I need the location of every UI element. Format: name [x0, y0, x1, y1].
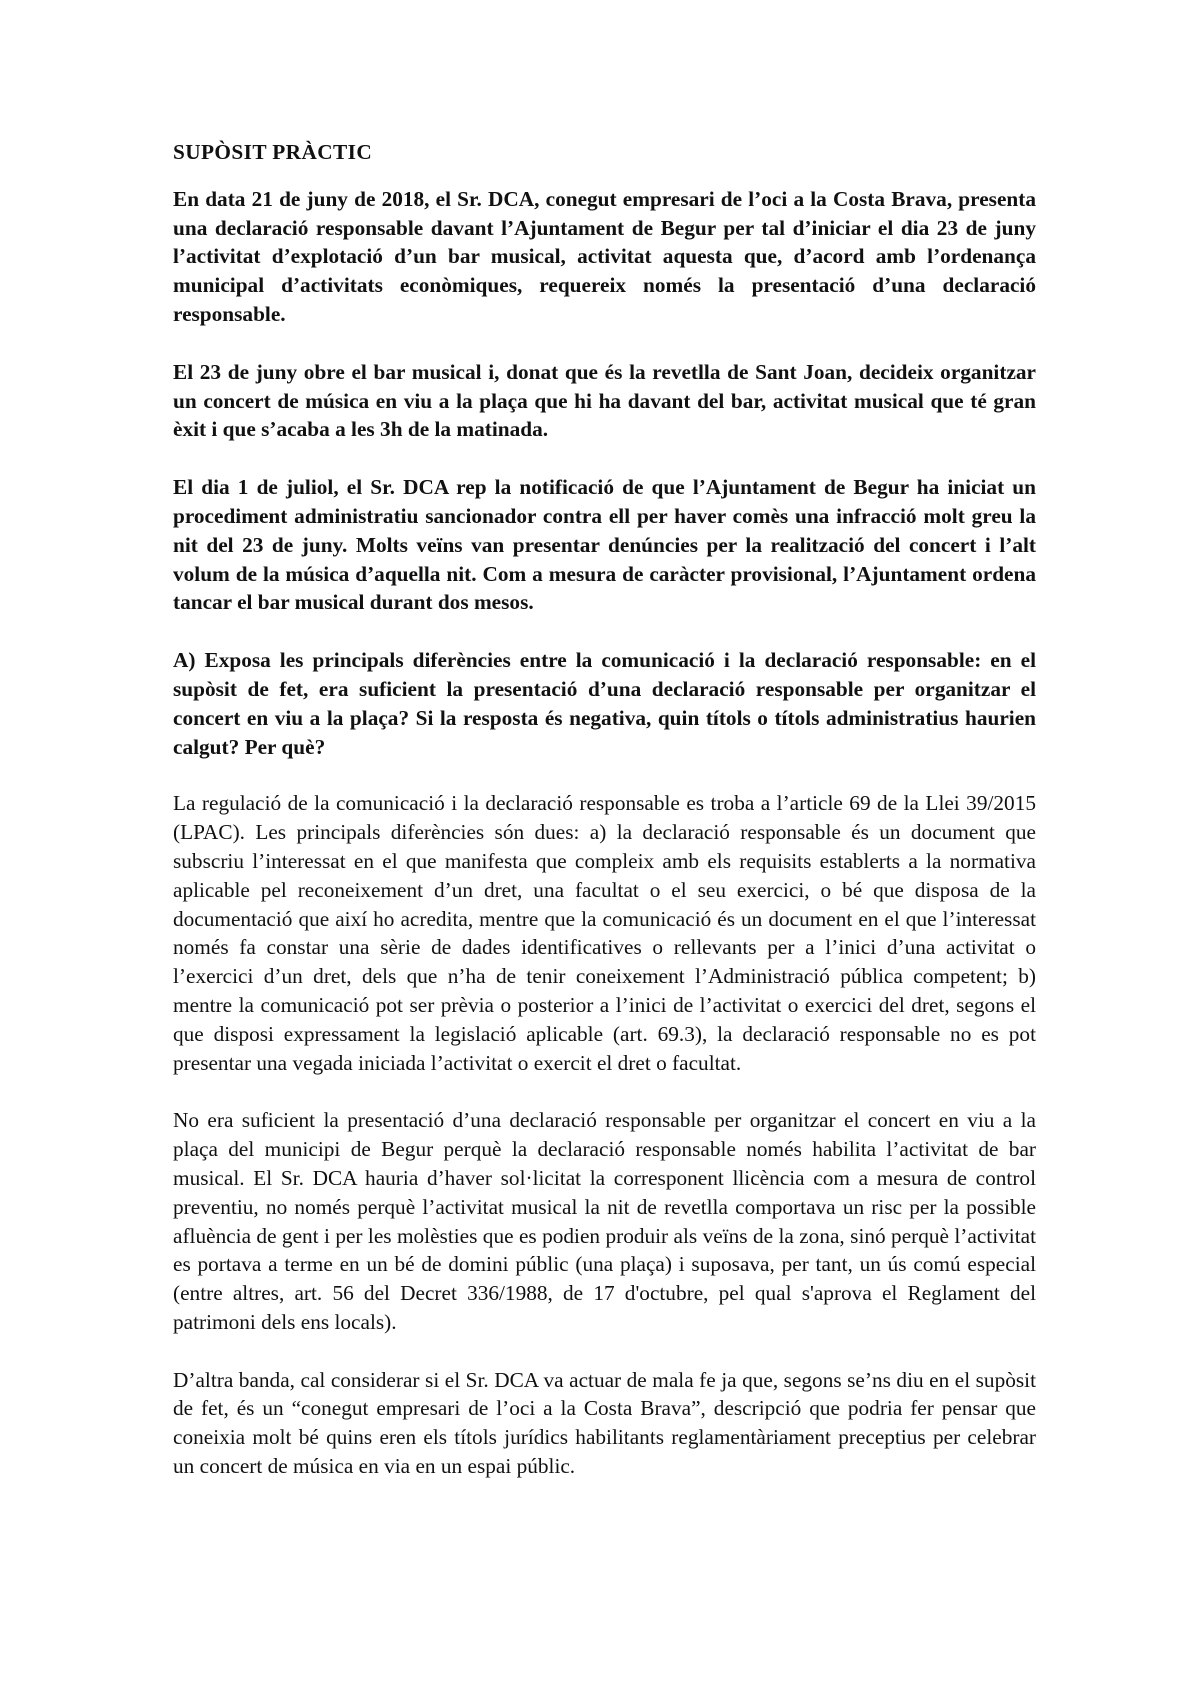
document-body	[173, 138, 1036, 1510]
answer-paragraph-3: D’altra banda, cal considerar si el Sr. DCA va actuar de mala fe ja que, segons se’ns diu en el supòsit de fet, és un “conegut empresari de l’oci a la Costa Brava”, descripció que podria fer pensar que coneixia molt bé quins eren els títols jurídics habilitants reglamentàriament preceptius per celebrar un concert de música en via en un espai públic.	[173, 1367, 1036, 1479]
fact-paragraph-1: En data 21 de juny de 2018, el Sr. DCA, conegut empresari de l’oci a la Costa Brava, presenta una declaració responsable davant l’Ajuntament de Begur per tal d’iniciar el dia 23 de juny l’activitat d’explotació d’un bar musical, activitat aquesta que, d’acord amb l’ordenança municipal d’activitats econòmiques, requereix només la presentació d’una declaració responsable.	[173, 186, 1036, 326]
answer-paragraph-2: No era suficient la presentació d’una declaració responsable per organitzar el concert en viu a la plaça del municipi de Begur perquè la declaració responsable només habilita l’activitat de bar musical. El Sr. DCA hauria d’haver sol·licitat la corresponent llicència com a mesura de control preventiu, no només perquè l’activitat musical la nit de revetlla comportava un risc per la possible afluència de gent i per les molèsties que es podien produir als veïns de la zona, sinó perquè l’activitat es portava a terme en un bé de domini públic (una plaça) i suposava, per tant, un ús comú especial (entre altres, art. 56 del Decret 336/1988, de 17 d'octubre, pel qual s'aprova el Reglament del patrimoni dels ens locals).	[173, 1108, 1036, 1334]
answer-paragraph-1: La regulació de la comunicació i la declaració responsable es troba a l’article 69 de la Llei 39/2015 (LPAC). Les principals diferències són dues: a) la declaració responsable és un document que subscriu l’interessat en el que manifesta que compleix amb els requisits establerts a la normativa aplicable pel reconeixement d’un dret, una facultat o el seu exercici, o bé que disposa de la documentació que així ho acredita, mentre que la comunicació és un document en el que l’interessat només fa constar una sèrie de dades identificatives o rellevants per a l’inici d’una activitat o l’exercici d’un dret, dels que n’ha de tenir coneixement l’Administració pública competent; b) mentre la comunicació pot ser prèvia o posterior a l’inici de l’activitat o exercici del dret, segons el que disposi expressament la legislació aplicable (art. 69.3), la declaració responsable no es pot presentar una vegada iniciada l’activitat o exercit el dret o facultat.	[173, 791, 1036, 1075]
document-title: SUPÒSIT PRÀCTIC	[173, 140, 373, 164]
fact-paragraph-2: El 23 de juny obre el bar musical i, donat que és la revetlla de Sant Joan, decideix organitzar un concert de música en viu a la plaça que hi ha davant del bar, activitat musical que té gran èxit i que s’acaba a les 3h de la matinada.	[173, 359, 1036, 442]
question-paragraph: A) Exposa les principals diferències entre la comunicació i la declaració responsable: en el supòsit de fet, era suficient la presentació d’una declaració responsable per organitzar el concert en viu a la plaça? Si la resposta és negativa, quin títols o títols administratius haurien calgut? Per què?	[173, 648, 1036, 759]
fact-paragraph-3: El dia 1 de juliol, el Sr. DCA rep la notificació de que l’Ajuntament de Begur ha iniciat un procediment administratiu sancionador contra ell per haver comès una infracció molt greu la nit del 23 de juny. Molts veïns van presentar denúncies per la realització del concert i l’alt volum de la música d’aquella nit. Com a mesura de caràcter provisional, l’Ajuntament ordena tancar el bar musical durant dos mesos.	[173, 475, 1036, 615]
